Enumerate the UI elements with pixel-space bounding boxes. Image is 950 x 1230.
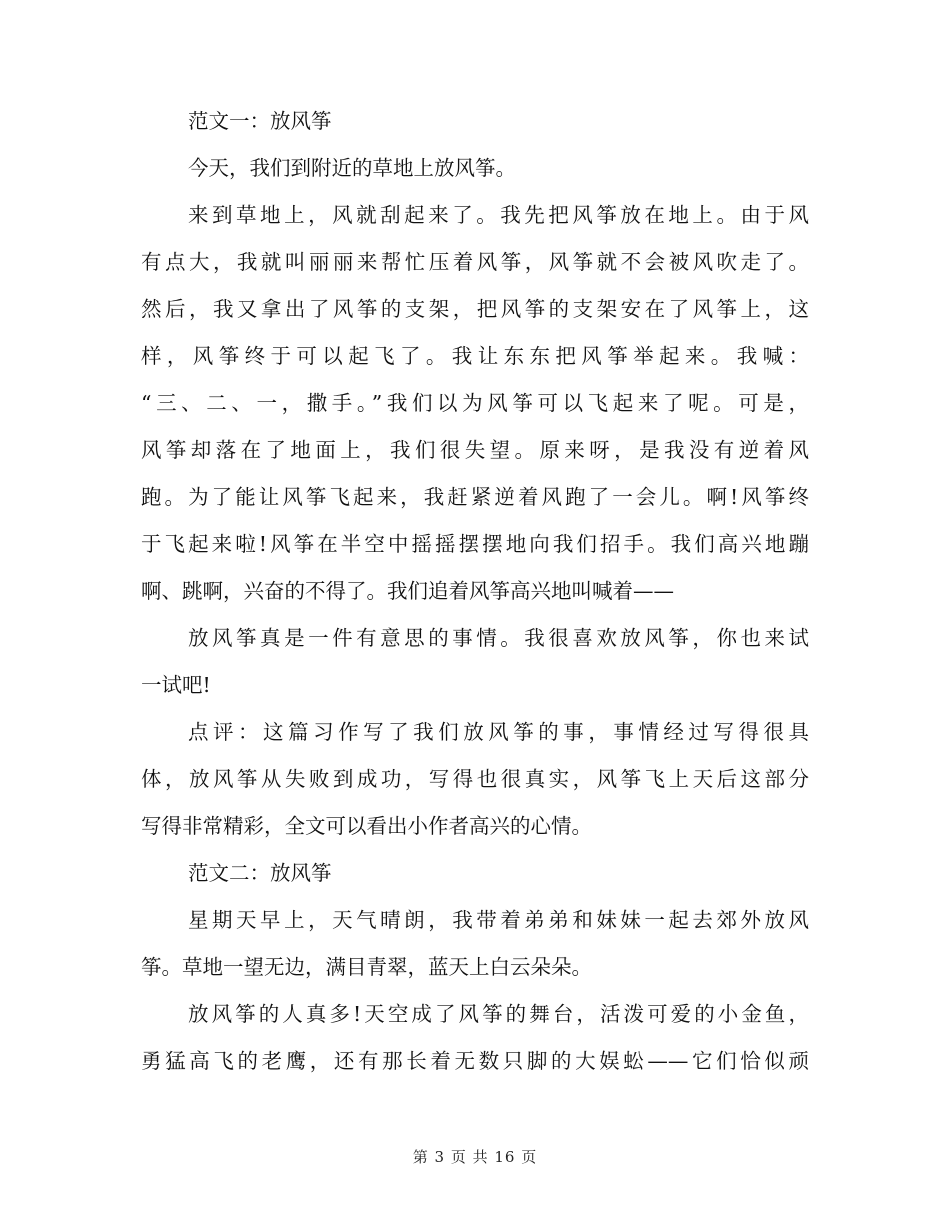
- document-body: [141, 98, 809, 1085]
- text-line: 于飞起来啦!风筝在半空中摇摇摆摆地向我们招手。我们高兴地蹦: [141, 532, 809, 556]
- text-line: 勇猛高飞的老鹰，还有那长着无数只脚的大娱蚣——它们恰似顽: [141, 1049, 809, 1073]
- text-line: 风筝却落在了地面上，我们很失望。原来呀，是我没有逆着风: [141, 438, 809, 462]
- text-line: 一试吧!: [141, 673, 211, 697]
- page-footer: 第 3 页 共 16 页: [412, 1148, 538, 1166]
- text-line: 体，放风筝从失败到成功，写得也很真实，风筝飞上天后这部分: [141, 767, 809, 791]
- text-line: 来到草地上，风就刮起来了。我先把风筝放在地上。由于风: [188, 203, 809, 227]
- text-line: 写得非常精彩，全文可以看出小作者高兴的心情。: [141, 814, 592, 838]
- text-line: 放风筝真是一件有意思的事情。我很喜欢放风筝，你也来试: [188, 626, 809, 650]
- text-line: 有点大，我就叫丽丽来帮忙压着风筝，风筝就不会被风吹走了。: [141, 250, 809, 274]
- text-line: 今天，我们到附近的草地上放风筝。: [188, 156, 516, 180]
- text-line: 样，风筝终于可以起飞了。我让东东把风筝举起来。我喊：: [141, 344, 809, 368]
- text-line: 星期天早上，天气晴朗，我带着弟弟和妹妹一起去郊外放风: [188, 908, 809, 932]
- text-line: 然后，我又拿出了风筝的支架，把风筝的支架安在了风筝上，这: [141, 297, 809, 321]
- text-line: “三、二、一，撒手。”我们以为风筝可以飞起来了呢。可是，: [141, 391, 809, 415]
- text-line: 啊、跳啊，兴奋的不得了。我们追着风筝高兴地叫喊着——: [141, 579, 674, 603]
- text-line: 跑。为了能让风筝飞起来，我赶紧逆着风跑了一会儿。啊!风筝终: [141, 485, 809, 509]
- text-line: 范文二：放风筝: [188, 861, 332, 885]
- text-line: 放风筝的人真多!天空成了风筝的舞台，活泼可爱的小金鱼，: [188, 1002, 809, 1026]
- text-line: 筝。草地一望无边，满目青翠，蓝天上白云朵朵。: [141, 955, 592, 979]
- text-line: 范文一：放风筝: [188, 109, 332, 133]
- text-line: 点评：这篇习作写了我们放风筝的事，事情经过写得很具: [188, 720, 809, 744]
